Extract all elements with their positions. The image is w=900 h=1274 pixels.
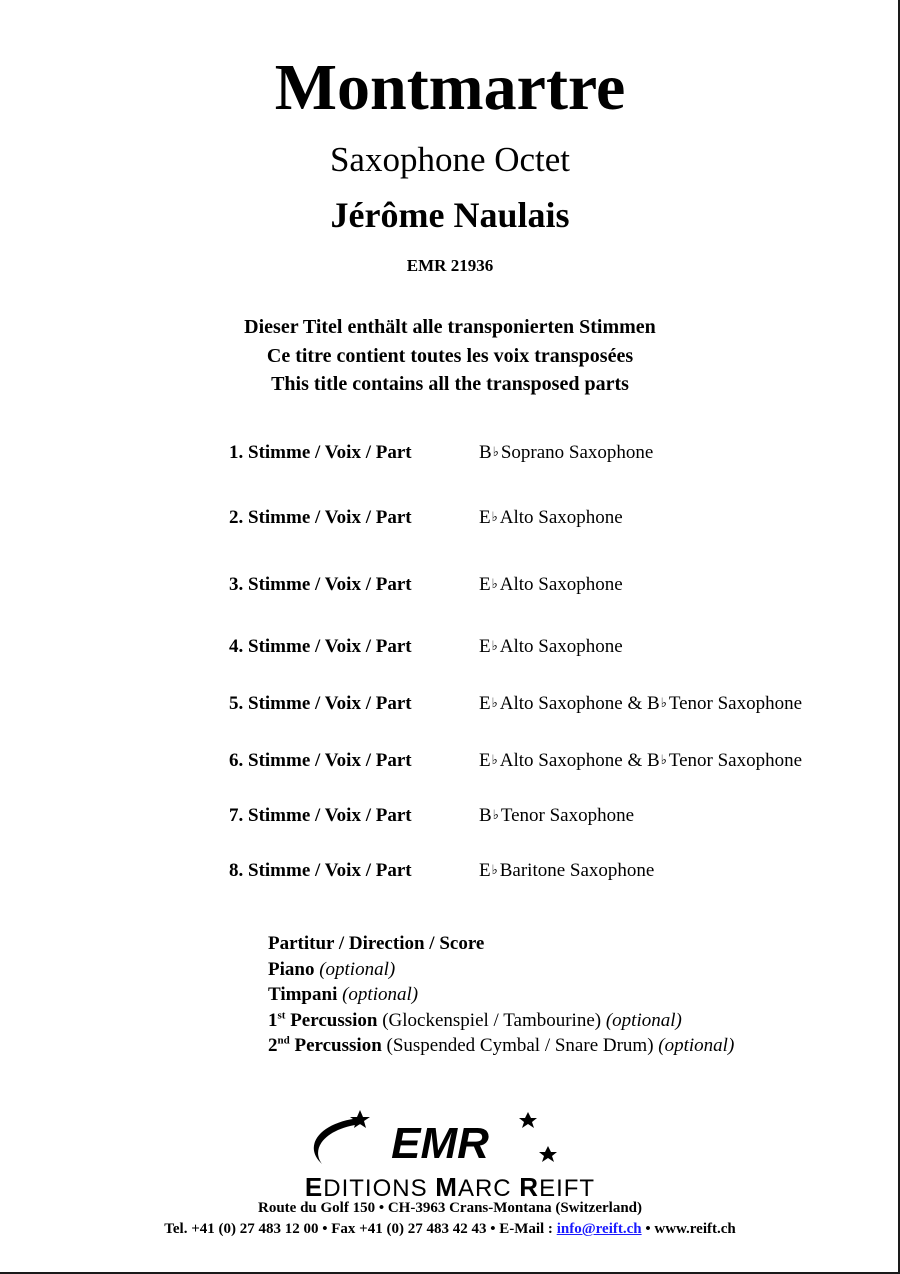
page-title: Montmartre — [274, 51, 626, 124]
part-instrument — [479, 803, 634, 830]
part-row — [0, 858, 900, 884]
website: • www.reift.ch — [645, 1221, 736, 1237]
key-letter: B — [647, 693, 660, 714]
percussion-label: Percussion — [294, 1035, 382, 1056]
instrument-name: Tenor Saxophone — [668, 750, 803, 771]
flat-symbol: ♭ — [491, 862, 498, 877]
flat-symbol: ♭ — [492, 807, 499, 822]
joiner: & — [627, 693, 643, 714]
emr-logo — [300, 1108, 570, 1174]
instrument-name: Baritone Saxophone — [499, 860, 655, 881]
instrument-name: Tenor Saxophone — [500, 805, 635, 826]
star-icon — [539, 1146, 557, 1162]
ordinal-suffix: nd — [277, 1034, 290, 1047]
optional-note: (optional) — [319, 958, 396, 980]
additional-parts — [268, 931, 734, 1059]
percussion-label: Percussion — [290, 1009, 378, 1031]
percussion-detail: (Suspended Cymbal / Snare Drum) — [386, 1035, 654, 1056]
subtitle: Saxophone Octet — [329, 140, 571, 179]
timpani-line — [268, 982, 734, 1008]
part-label: 6. Stimme / Voix / Part — [229, 750, 412, 771]
instrument-name: Alto Saxophone — [499, 574, 623, 595]
part-row — [0, 803, 900, 829]
publisher-address: Route du Golf 150 • CH-3963 Crans-Montana (Switzerland) — [258, 1200, 642, 1216]
part-instrument — [479, 748, 802, 775]
part-label: 8. Stimme / Voix / Part — [229, 860, 412, 881]
key-letter: E — [479, 750, 491, 771]
flat-symbol: ♭ — [660, 752, 667, 767]
timpani-label: Timpani — [268, 984, 338, 1005]
publisher-word: EIFT — [539, 1175, 596, 1202]
part-label: 1. Stimme / Voix / Part — [229, 442, 412, 463]
part-row — [0, 572, 900, 598]
flat-symbol: ♭ — [491, 695, 498, 710]
ordinal-suffix: st — [277, 1009, 286, 1022]
part-label: 2. Stimme / Voix / Part — [229, 507, 412, 528]
catalog-number: EMR 21936 — [406, 256, 494, 275]
star-icon — [519, 1112, 537, 1128]
instrument-name: Alto Saxophone — [499, 750, 623, 771]
optional-note: (optional) — [658, 1035, 735, 1056]
percussion-number: 2 — [268, 1035, 278, 1056]
contact-phone-fax: Tel. +41 (0) 27 483 12 00 • Fax +41 (0) 27 483 42 43 • E-Mail : — [164, 1221, 553, 1237]
publisher-contact — [0, 1219, 900, 1239]
part-row — [0, 634, 900, 660]
notice-german: Dieser Titel enthält alle transponierten Stimmen — [244, 316, 656, 338]
notice-french: Ce titre contient toutes les voix transposées — [266, 344, 634, 367]
flat-symbol: ♭ — [660, 695, 667, 710]
part-row — [0, 505, 900, 531]
part-label: 5. Stimme / Voix / Part — [229, 693, 412, 714]
flat-symbol: ♭ — [491, 752, 498, 767]
part-instrument — [479, 572, 623, 599]
publisher-word: DITIONS — [323, 1175, 428, 1202]
optional-note: (optional) — [342, 984, 419, 1005]
part-label: 3. Stimme / Voix / Part — [229, 574, 412, 595]
key-letter: E — [479, 636, 491, 657]
part-label: 4. Stimme / Voix / Part — [229, 636, 412, 657]
part-row — [0, 440, 900, 466]
score-label: Partitur / Direction / Score — [268, 933, 485, 954]
joiner: & — [627, 750, 643, 771]
instrument-name: Alto Saxophone — [499, 507, 623, 528]
instrument-name: Tenor Saxophone — [668, 693, 803, 714]
key-letter: B — [479, 805, 492, 826]
percussion-detail: (Glockenspiel / Tambourine) — [382, 1009, 602, 1031]
instrument-name: Soprano Saxophone — [500, 442, 654, 463]
publisher-word: ARC — [457, 1175, 512, 1202]
score-line — [268, 931, 734, 957]
flat-symbol: ♭ — [491, 576, 498, 591]
part-instrument — [479, 505, 623, 532]
part-instrument — [479, 634, 623, 661]
logo-text: EMR — [391, 1119, 489, 1168]
part-instrument — [479, 440, 653, 467]
flat-symbol: ♭ — [492, 444, 499, 459]
email-link[interactable]: info@reift.ch — [556, 1221, 642, 1237]
key-letter: E — [479, 574, 491, 595]
flat-symbol: ♭ — [491, 638, 498, 653]
part-row — [0, 748, 900, 774]
piano-label: Piano — [268, 958, 315, 980]
key-letter: E — [479, 507, 491, 528]
publisher-initial: R — [519, 1172, 540, 1202]
part-row — [0, 691, 900, 717]
part-label: 7. Stimme / Voix / Part — [229, 805, 412, 826]
notice-english: This title contains all the transposed parts — [271, 373, 629, 395]
percussion-2-line — [268, 1033, 734, 1059]
part-instrument — [479, 858, 654, 885]
flat-symbol: ♭ — [491, 509, 498, 524]
optional-note: (optional) — [605, 1009, 682, 1031]
transposition-notice — [0, 313, 900, 399]
key-letter: E — [479, 693, 491, 714]
percussion-number: 1 — [268, 1009, 278, 1031]
piano-line — [268, 957, 734, 983]
composer-name: Jérôme Naulais — [330, 195, 570, 235]
key-letter: B — [479, 442, 492, 463]
instrument-name: Alto Saxophone — [499, 693, 623, 714]
instrument-name: Alto Saxophone — [499, 636, 623, 657]
key-letter: E — [479, 860, 491, 881]
percussion-1-line — [268, 1008, 734, 1034]
key-letter: B — [647, 750, 660, 771]
publisher-initial: E — [304, 1172, 324, 1202]
part-instrument — [479, 691, 802, 718]
publisher-initial: M — [435, 1172, 458, 1202]
logo-swoosh — [314, 1118, 362, 1164]
